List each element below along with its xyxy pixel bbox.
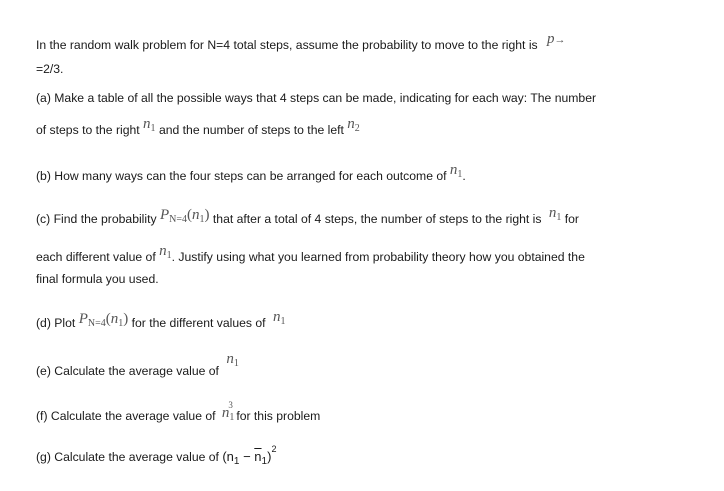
math-n1: $n_1$ — [143, 116, 156, 134]
part-a-text-right: of steps to the right — [36, 123, 140, 137]
math-n1: $n_1$ — [159, 243, 172, 261]
part-g-line — [36, 444, 277, 467]
math-n1: $n_1$ — [272, 309, 286, 327]
part-e-text: (e) Calculate the average value of — [36, 364, 219, 378]
math-n1: $n_1$ — [548, 205, 562, 223]
intro-line-2 — [36, 62, 63, 76]
part-b-text: (b) How many ways can the four steps can be arranged for each outcome of — [36, 169, 447, 183]
part-a-line-1 — [36, 91, 596, 105]
intro-line-1 — [36, 31, 566, 54]
part-f-text: (f) Calculate the average value of — [36, 409, 216, 423]
part-c-text-final: final formula you used. — [36, 272, 159, 286]
part-a-line-2 — [36, 116, 360, 139]
math-variance-n1: $(n_1 - \overline{n}_1)^2$ — [222, 444, 277, 467]
p-right-symbol: p→ — [547, 31, 566, 47]
part-d-text: (d) Plot — [36, 316, 76, 330]
math-n1-cubed: $n_1^3$ — [221, 400, 235, 423]
math-n1: $n_1$ — [226, 351, 239, 369]
part-a-text: (a) Make a table of all the possible ways that 4 steps can be made, indicating for each way: The number — [36, 91, 597, 105]
math-prob-pn4-n1: $P_{N=4}(n_1)$ — [78, 311, 129, 329]
part-g-text: (g) Calculate the average value of — [36, 450, 219, 464]
part-b-period: . — [462, 169, 466, 183]
part-c-line-1 — [36, 205, 579, 228]
part-c-text-middle: that after a total of 4 steps, the number of steps to the right is — [212, 212, 542, 226]
part-e-line — [36, 351, 239, 380]
part-c-text-justify: . Justify using what you learned from probability theory how you obtained the — [171, 250, 585, 264]
part-d-text-after: for the different values of — [131, 316, 266, 330]
part-c-text: (c) Find the probability — [36, 212, 157, 226]
math-prob-pn4-n1: $P_{N=4}(n_1)$ — [159, 207, 210, 225]
math-n1: $n_1$ — [449, 162, 463, 180]
probability-value: =2/3. — [36, 62, 64, 76]
part-f-text-after: for this problem — [236, 409, 321, 423]
intro-text: In the random walk problem for N=4 total steps, assume the probability to move to the right is — [36, 38, 538, 52]
part-f-line — [36, 400, 321, 425]
part-c-line-3 — [36, 272, 159, 286]
part-b-line — [36, 162, 466, 185]
math-n2: $n_2$ — [347, 116, 360, 134]
part-c-text-for: for — [564, 212, 579, 226]
part-a-text-left: and the number of steps to the left — [158, 123, 344, 137]
part-d-line — [36, 309, 286, 332]
part-c-text-each: each different value of — [36, 250, 156, 264]
part-c-line-2 — [36, 243, 585, 266]
